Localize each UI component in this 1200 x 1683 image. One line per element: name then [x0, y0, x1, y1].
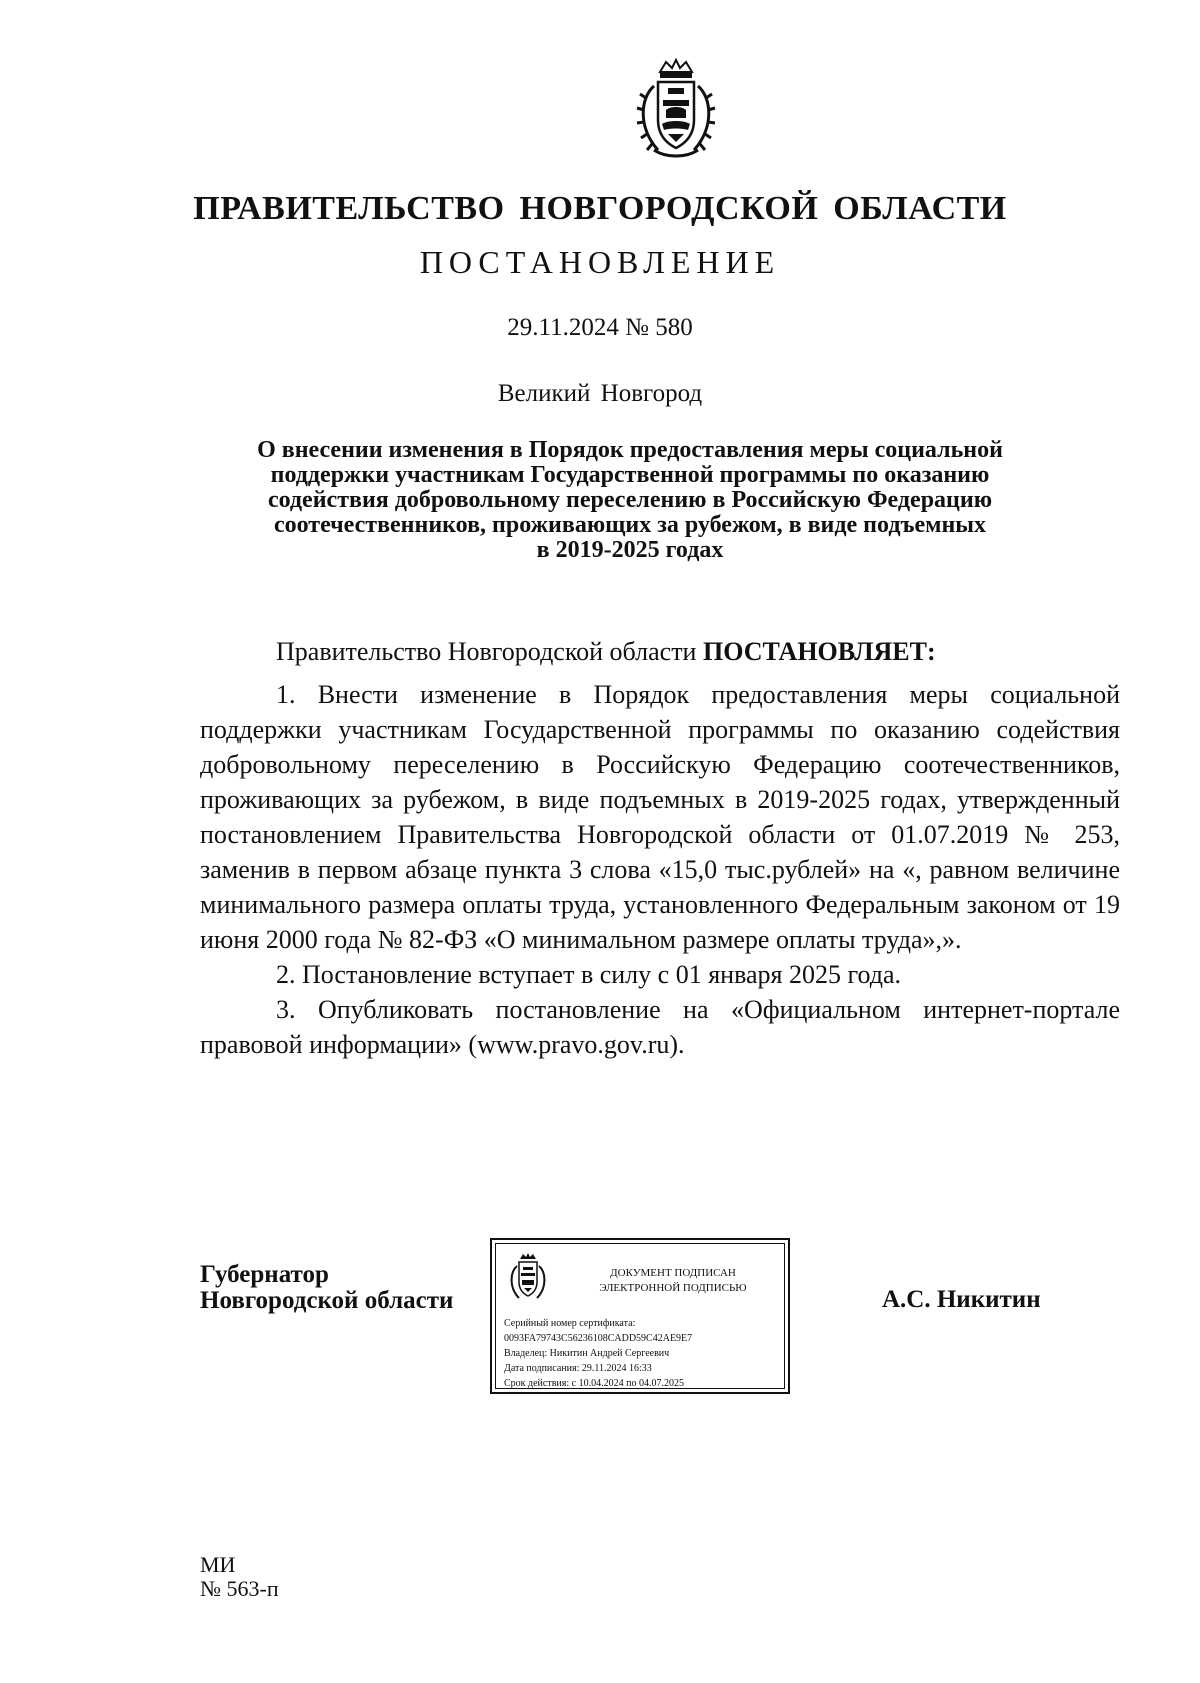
subject-line: содействия добровольному переселению в Российскую Федерацию	[267, 487, 993, 513]
document-city: Великий Новгород	[497, 380, 703, 407]
stamp-heading-line: ЭЛЕКТРОННОЙ ПОДПИСЬЮ	[599, 1282, 747, 1294]
position-line: Губернатор	[200, 1261, 329, 1288]
stamp-heading-line: ДОКУМЕНТ ПОДПИСАН	[610, 1267, 736, 1279]
stamp-cert-serial: 0093FA79743C56236108CADD59C42AE9E7	[504, 1333, 693, 1344]
document-date-number: 29.11.2024 № 580	[507, 314, 693, 341]
stamp-cert-label: Серийный номер сертификата:	[504, 1318, 636, 1329]
paragraph-item-2: 2. Постановление вступает в силу с 01 января 2025 года.	[276, 960, 902, 989]
position-line: Новгородской области	[200, 1287, 454, 1314]
electronic-signature-stamp	[490, 1238, 790, 1394]
stamp-inner-border	[495, 1243, 785, 1389]
stamp-validity: Срок действия: с 10.04.2024 по 04.07.2025	[504, 1378, 684, 1389]
document-footer	[200, 1553, 279, 1601]
document-reference: № 563-п	[200, 1576, 279, 1601]
subject-line: О внесении изменения в Порядок предоставления меры социальной	[257, 437, 1003, 463]
stamp-details	[504, 1316, 692, 1391]
subject-line: в 2019-2025 годах	[536, 537, 724, 563]
document-body	[200, 634, 1120, 1062]
organization-title: ПРАВИТЕЛЬСТВО НОВГОРОДСКОЙ ОБЛАСТИ	[193, 190, 1007, 227]
executor-initials: МИ	[200, 1552, 236, 1577]
stamp-signed-date: Дата подписания: 29.11.2024 16:33	[504, 1363, 652, 1374]
document-subject	[200, 438, 1060, 563]
subject-line: соотечественников, проживающих за рубежом, в виде подъемных	[273, 512, 987, 538]
preamble-text: Правительство Новгородской области	[276, 637, 703, 666]
stamp-heading	[560, 1266, 786, 1296]
coat-of-arms-icon	[632, 58, 720, 162]
preamble-resolves: ПОСТАНОВЛЯЕТ:	[702, 637, 936, 666]
document-type: ПОСТАНОВЛЕНИЕ	[419, 244, 781, 280]
paragraph-item-1: 1. Внести изменение в Порядок предоставления меры социальной поддержки участникам Государственной программы по оказанию содействия добровольному переселению в Российскую Федерацию соотечественников, проживающих за рубежом, в виде подъемных в 2019-2025 годах, утвержденный постановлением Правительства Новгородской области от 01.07.2019 № 253, заменив в первом абзаце пункта 3 слова «15,0 тыс.рублей» на «, равном величине минимального размера оплаты труда, установленного Федеральным законом от 19 июня 2000 года № 82-ФЗ «О минимальном размере оплаты труда»,».	[200, 680, 1120, 954]
preamble	[200, 634, 1120, 669]
subject-line: поддержки участникам Государственной программы по оказанию	[270, 462, 990, 488]
signer-name: А.С. Никитин	[882, 1286, 1041, 1313]
signatory-position	[200, 1262, 453, 1314]
paragraph-item-3: 3. Опубликовать постановление на «Официальном интернет-портале правовой информации» (www.pravo.gov.ru).	[200, 995, 1120, 1059]
stamp-owner: Владелец: Никитин Андрей Сергеевич	[504, 1348, 670, 1359]
stamp-coat-of-arms-icon	[506, 1252, 550, 1304]
